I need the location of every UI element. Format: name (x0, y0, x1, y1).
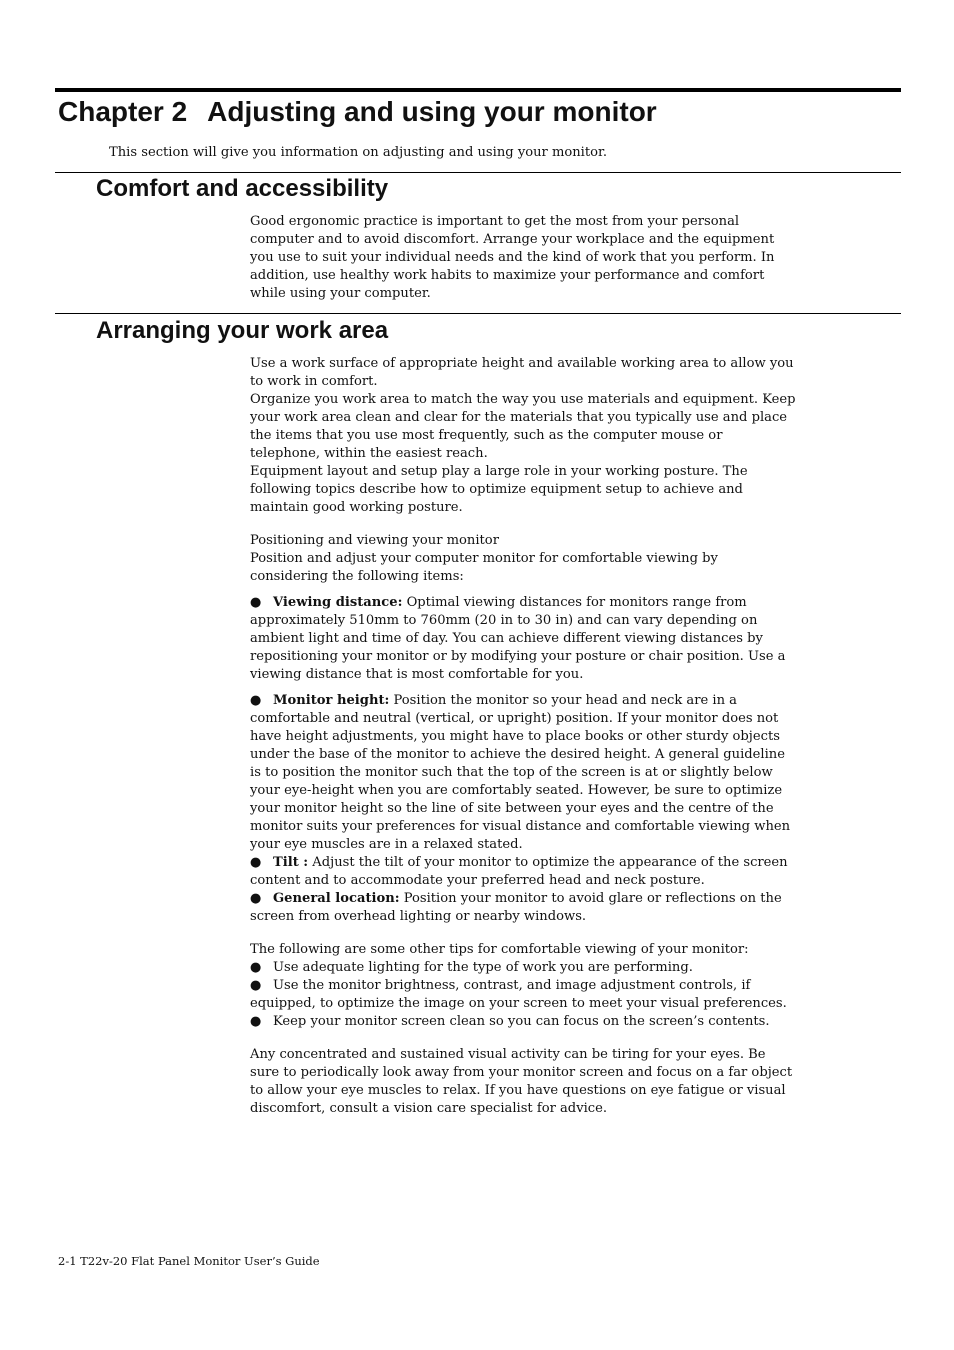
chapter-number: Chapter 2 (58, 96, 188, 127)
comfort-paragraph: Good ergonomic practice is important to get the most from your personal computer and to avoid discomfort. Arrange your workplace and the equipment you use to suit your individual needs and the kind of work that you perform. In addition, use healthy work habits to maximize your performance and comfort while using your computer. (250, 214, 775, 301)
chapter-intro: This section will give you information on adjusting and using your monitor. (109, 145, 607, 160)
tip-item (250, 1013, 796, 1031)
item-label: Viewing distance: (273, 595, 403, 610)
chapter-title (58, 94, 657, 130)
tips-intro: The following are some other tips for comfortable viewing of your monitor: (250, 942, 749, 957)
item-label: General location: (273, 891, 400, 906)
arranging-paragraph-3: Equipment layout and setup play a large role in your working posture. The following topics describe how to optimize equipment setup to achieve and maintain good working posture. (250, 464, 748, 515)
section-rule-arranging (55, 313, 901, 314)
heading-arranging: Arranging your work area (96, 317, 389, 344)
arranging-body (250, 355, 796, 1118)
bullet-icon: ● (250, 595, 262, 610)
arranging-paragraph-2: Organize you work area to match the way you use materials and equipment. Keep your work area clean and clear for the materials that you typically use and place the items that you use most frequently, such as the computer mouse or telephone, within the easiest reach. (250, 392, 796, 461)
tip-text: Keep your monitor screen clean so you can focus on the screen’s contents. (273, 1014, 770, 1029)
bullet-icon: ● (250, 960, 262, 975)
bullet-icon: ● (250, 693, 262, 708)
item-label: Monitor height: (273, 693, 390, 708)
chapter-title-text: Adjusting and using your monitor (207, 96, 657, 127)
heading-comfort: Comfort and accessibility (96, 175, 389, 202)
tip-item (250, 959, 796, 977)
bullet-icon: ● (250, 1014, 262, 1029)
item-viewing-distance (250, 594, 796, 684)
positioning-paragraph: Position and adjust your computer monitor for comfortable viewing by considering the following items: (250, 551, 718, 584)
item-label: Tilt : (273, 855, 309, 870)
item-text: Optimal viewing distances for monitors range from approximately 510mm to 760mm (20 in to 30 in) and can vary depending on ambient light and time of day. You can achieve different viewing distances by repositioning your monitor or by modifying your posture or chair position. Use a viewing distance that is most comfortable for you. (250, 595, 786, 682)
item-general-location (250, 890, 796, 926)
tip-item (250, 977, 796, 1013)
tip-text: Use the monitor brightness, contrast, and image adjustment controls, if equipped, to optimize the image on your screen to meet your visual preferences. (250, 978, 787, 1011)
item-tilt (250, 854, 796, 890)
comfort-body (250, 213, 796, 303)
bullet-icon: ● (250, 891, 262, 906)
item-text: Adjust the tilt of your monitor to optimize the appearance of the screen content and to accommodate your preferred head and neck posture. (250, 855, 788, 888)
arranging-paragraph-1: Use a work surface of appropriate height and available working area to allow you to work in comfort. (250, 356, 794, 389)
section-rule-comfort (55, 172, 901, 173)
item-monitor-height (250, 692, 796, 854)
item-text: Position your monitor to avoid glare or reflections on the screen from overhead lighting or nearby windows. (250, 891, 782, 924)
positioning-subheading: Positioning and viewing your monitor (250, 533, 499, 548)
bullet-icon: ● (250, 978, 262, 993)
page-footer: 2-1 T22v-20 Flat Panel Monitor User’s Guide (58, 1254, 320, 1268)
tip-text: Use adequate lighting for the type of work you are performing. (273, 960, 693, 975)
item-text: Position the monitor so your head and neck are in a comfortable and neutral (vertical, or upright) position. If your monitor does not have height adjustments, you might have to place books or other sturdy objects under the base of the monitor to achieve the desired height. A general guideline is to position the monitor such that the top of the screen is at or slightly below your eye-height when you are comfortably seated. However, be sure to optimize your monitor height so the line of site between your eyes and the centre of the monitor suits your preferences for visual distance and comfortable viewing when your eye muscles are in a relaxed stated. (250, 693, 791, 852)
chapter-top-rule (55, 88, 901, 92)
bullet-icon: ● (250, 855, 262, 870)
closing-paragraph: Any concentrated and sustained visual activity can be tiring for your eyes. Be sure to periodically look away from your monitor screen and focus on a far object to allow your eye muscles to relax. If you have questions on eye fatigue or visual discomfort, consult a vision care specialist for advice. (250, 1047, 793, 1116)
